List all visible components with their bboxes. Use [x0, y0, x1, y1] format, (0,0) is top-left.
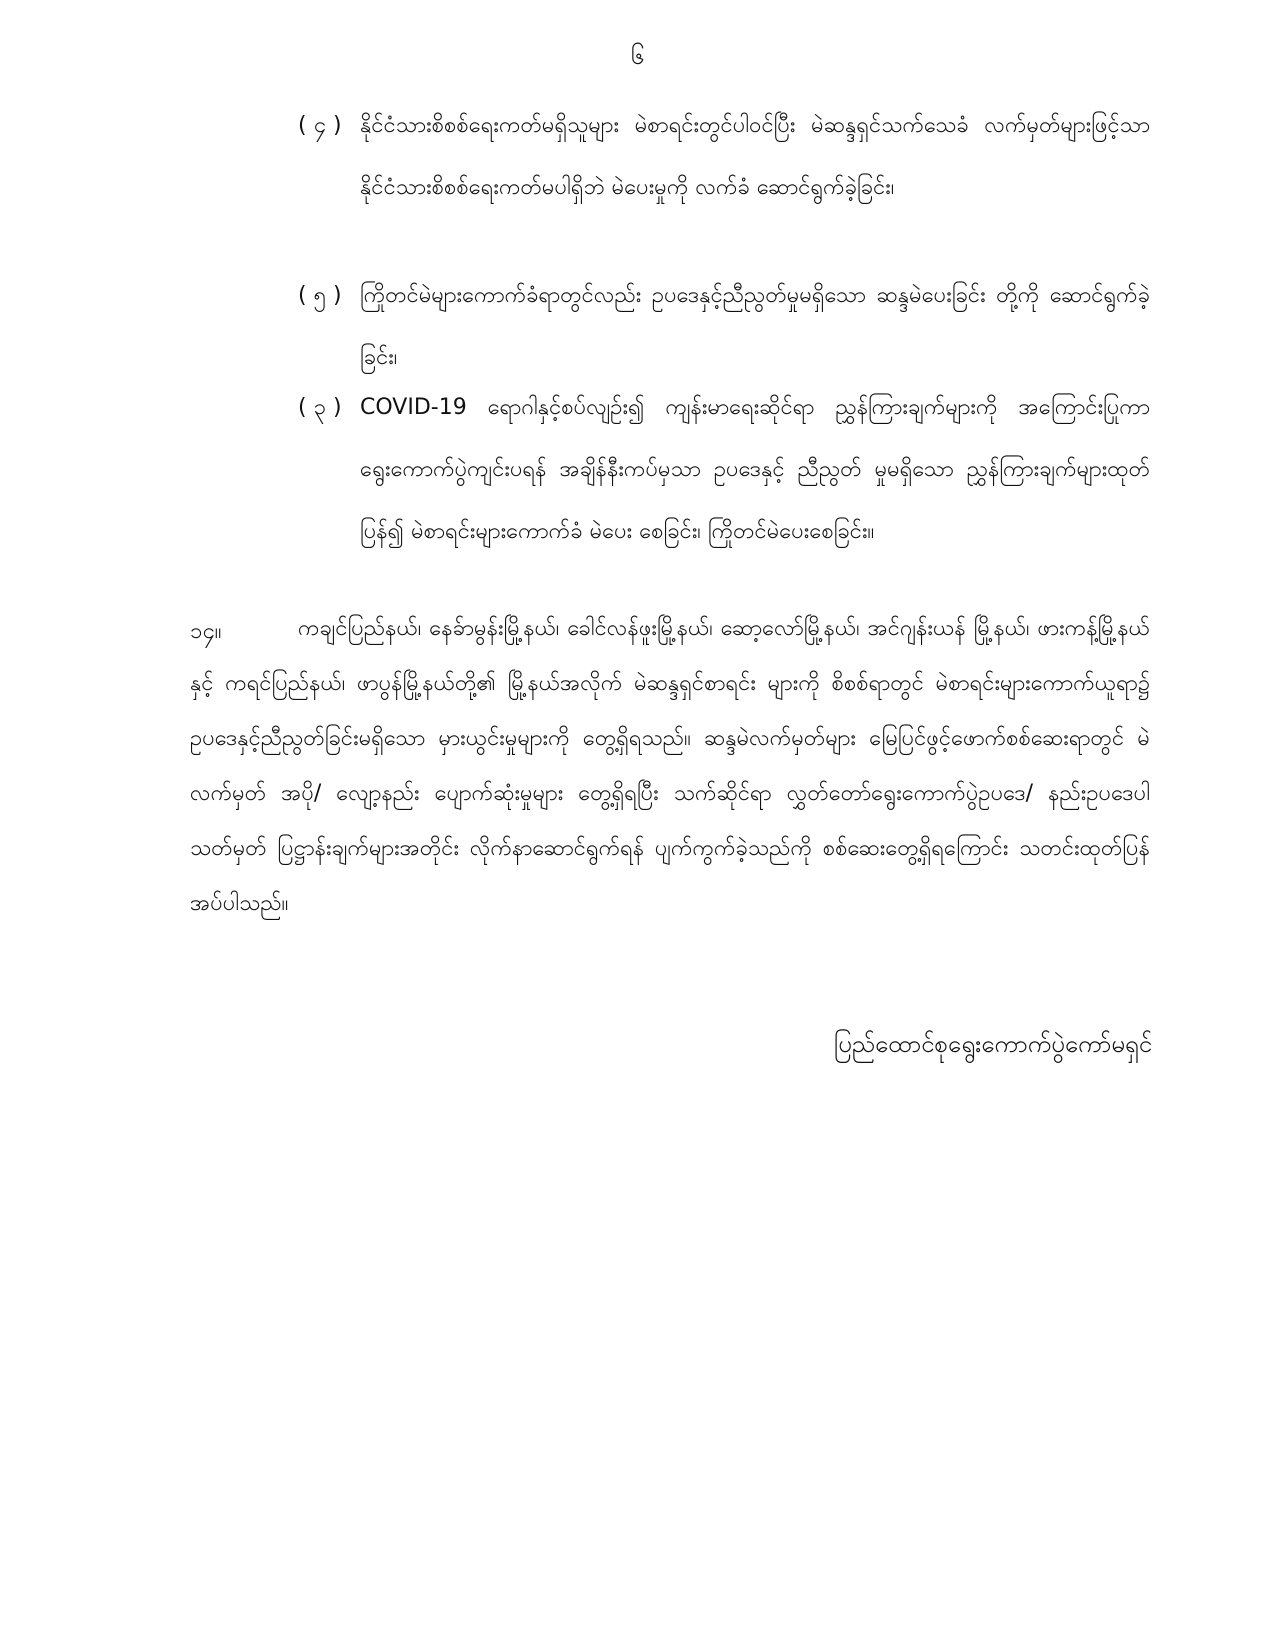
clause-text: နိုင်ငံသားစိစစ်ရေးကတ်မရှိသူများ မဲစာရင်းတွင်ပါဝင်ပြီး မဲဆန္ဒရှင်သက်သေခံ လက်မှတ်များဖြင့်သာ နိုင်ငံသားစိစစ်ရေးကတ်မပါရှိဘဲ မဲပေးမှုကို လက်ခံ ဆောင်ရွက်ခဲ့ခြင်း၊: [360, 113, 1150, 200]
clause-text: ကြိုတင်မဲများကောက်ခံရာတွင်လည်း ဥပဒေနှင့်ညီညွတ်မှုမရှိသော ဆန္ဒမဲပေးခြင်း တို့ကို ဆောင်ရွက်ခဲ့ခြင်း၊: [360, 283, 1150, 370]
paragraph-number: ၁၄။: [190, 619, 222, 644]
clause-text: COVID-19 ရောဂါနှင့်စပ်လျဉ်း၍ ကျန်းမာရေးဆိုင်ရာ ညွှန်ကြားချက်များကို အကြောင်းပြုကာ ရွေးကောက်ပွဲကျင်းပရန် အချိန်နီးကပ်မှသာ ဥပဒေနှင့် ညီညွတ် မှုမရှိသော ညွှန်ကြားချက်များထုတ်ပြန်၍ မဲစာရင်းများကောက်ခံ မဲပေး စေခြင်း၊ ကြိုတင်မဲပေးစေခြင်း။: [360, 395, 1150, 544]
clause-number: ( ၄ ): [298, 113, 342, 138]
paragraph-text: ကချင်ပြည်နယ်၊ နေခ်ာမွန်းမြို့နယ်၊ ခေါင်လန်ဖူးမြို့နယ်၊ ဆော့လော်မြို့နယ်၊ အင်ဂျန်းယန် မြို့နယ်၊ ဖားကန့်မြို့နယ်နှင့် ကရင်ပြည်နယ်၊ ဖာပွန်မြို့နယ်တို့၏ မြို့နယ်အလိုက် မဲဆန္ဒရှင်စာရင်း များကို စိစစ်ရာတွင် မဲစာရင်းများကောက်ယူရာ၌ ဥပဒေနှင့်ညီညွတ်ခြင်းမရှိသော မှားယွင်းမှုများကို တွေ့ရှိရသည်။ ဆန္ဒမဲလက်မှတ်များ မြေပြင်ဖွင့်ဖောက်စစ်ဆေးရာတွင် မဲလက်မှတ် အပို/ လျော့နည်း ပျောက်ဆုံးမှုများ တွေ့ရှိရပြီး သက်ဆိုင်ရာ လွှတ်တော်ရွေးကောက်ပွဲဥပဒေ/ နည်းဥပဒေပါ သတ်မှတ် ပြဋ္ဌာန်းချက်များအတိုင်း လိုက်နာဆောင်ရွက်ရန် ပျက်ကွက်ခဲ့သည်ကို စစ်ဆေးတွေ့ရှိရကြောင်း သတင်းထုတ်ပြန်အပ်ပါသည်။: [190, 616, 1150, 916]
signature-block: ပြည်ထောင်စုရွေးကောက်ပွဲကော်မရှင်: [834, 1030, 1152, 1058]
clause-number: ( ၅ ): [298, 283, 342, 308]
page-number: ၆: [630, 42, 645, 70]
clause-number: ( ၃ ): [298, 395, 342, 420]
